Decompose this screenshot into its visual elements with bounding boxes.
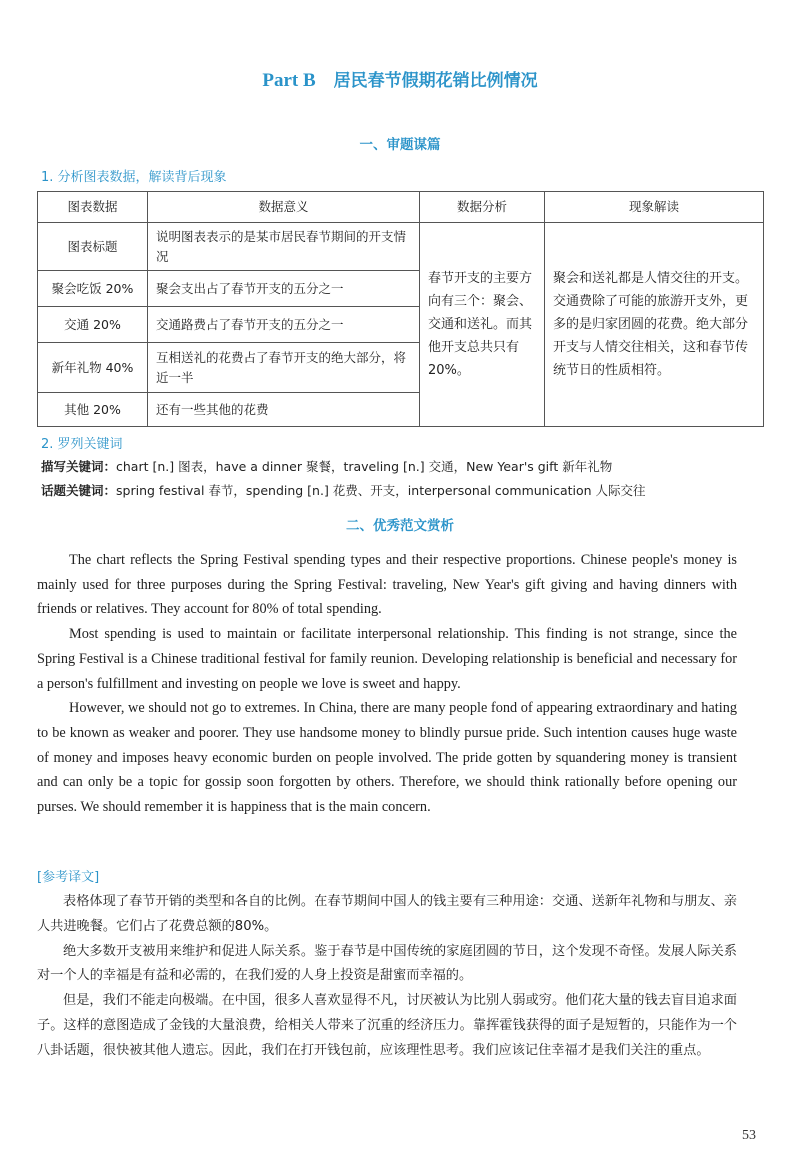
- table-cell-meaning: 交通路费占了春节开支的五分之一: [148, 307, 420, 343]
- section-heading-2: 二、优秀范文赏析: [346, 518, 454, 534]
- model-essay: [37, 548, 737, 820]
- title-text: 居民春节假期花销比例情况: [333, 71, 538, 91]
- essay-paragraph: Most spending is used to maintain or facilitate interpersonal relationship. This finding is not strange, since the Spring Festival is a Chinese traditional festival for family reunion. Developing relationship is beneficial and necessary for a person's fulfillment and investing on people we love is sweet and happy.: [37, 626, 737, 692]
- table-row: [38, 223, 764, 271]
- page-title: [0, 66, 800, 92]
- table-cell-data: 其他 20%: [38, 393, 148, 427]
- reference-translation: [37, 890, 737, 1064]
- table-cell-meaning: 说明图表表示的是某市居民春节期间的开支情况: [148, 223, 420, 271]
- essay-paragraph: However, we should not go to extremes. In China, there are many people fond of appearing extraordinary and hating to be known as weaker and poorer. They use handsome money to blindly pursue pride. Such intention causes huge waste of money and imposes heavy economic burden on people involved. The pride gotten by squandering money is transient and can only be a topic for gossip soon forgotten by others. Therefore, we should think rationally before opening our purses. We should remember it is happiness that is the main concern.: [37, 700, 737, 816]
- reference-translation-label: [参考译文]: [37, 870, 100, 885]
- analysis-table: [37, 191, 764, 427]
- keywords-describe-text: chart [n.] 图表，have a dinner 聚餐，traveling [n.] 交通，New Year's gift 新年礼物: [116, 459, 613, 474]
- table-header-cell: 图表数据: [38, 192, 148, 223]
- table-cell-meaning: 聚会支出占了春节开支的五分之一: [148, 271, 420, 307]
- table-header-cell: 现象解读: [545, 192, 764, 223]
- sub-heading-analysis: 1. 分析图表数据，解读背后现象: [41, 170, 227, 185]
- table-cell-meaning: 互相送礼的花费占了春节开支的绝大部分，将近一半: [148, 343, 420, 393]
- translation-paragraph: 但是，我们不能走向极端。在中国，很多人喜欢显得不凡，讨厌被认为比别人弱或穷。他们花大量的钱去盲目追求面子。这样的意图造成了金钱的大量浪费，给相关人带来了沉重的经济压力。靠挥霍钱获得的面子是短暂的，只能作为一个八卦话题，很快被其他人遗忘。因此，我们在打开钱包前，应该理性思考。我们应该记住幸福才是我们关注的重点。: [37, 993, 737, 1058]
- table-cell-data: 图表标题: [38, 223, 148, 271]
- sub-heading-keywords: 2. 罗列关键词: [41, 437, 123, 452]
- table-cell-data: 新年礼物 40%: [38, 343, 148, 393]
- table-cell-meaning: 还有一些其他的花费: [148, 393, 420, 427]
- translation-paragraph: 绝大多数开支被用来维护和促进人际关系。鉴于春节是中国传统的家庭团圆的节日，这个发现不奇怪。发展人际关系对一个人的幸福是有益和必需的，在我们爱的人身上投资是甜蜜而幸福的。: [37, 943, 737, 984]
- keywords-topic: [41, 481, 646, 499]
- page-number: 53: [742, 1128, 756, 1143]
- essay-paragraph: The chart reflects the Spring Festival spending types and their respective proportions. Chinese people's money is mainly used for three purposes during the Spring Festival: traveling, New Year's gift giving and having dinners with friends or relatives. They account for 80% of total spending.: [37, 552, 737, 618]
- table-header-cell: 数据分析: [420, 192, 545, 223]
- keywords-describe: [41, 457, 612, 475]
- table-header-cell: 数据意义: [148, 192, 420, 223]
- keywords-describe-label: 描写关键词：: [41, 459, 117, 474]
- table-cell-interpretation: 聚会和送礼都是人情交往的开支。交通费除了可能的旅游开支外，更多的是归家团圆的花费。绝大部分开支与人情交往相关，这和春节传统节日的性质相符。: [545, 223, 764, 427]
- section-heading-1: 一、审题谋篇: [359, 137, 441, 153]
- keywords-topic-text: spring festival 春节，spending [n.] 花费、开支，interpersonal communication 人际交往: [116, 483, 646, 498]
- table-cell-analysis: 春节开支的主要方向有三个：聚会、交通和送礼。而其他开支总共只有20%。: [420, 223, 545, 427]
- translation-paragraph: 表格体现了春节开销的类型和各自的比例。在春节期间中国人的钱主要有三种用途：交通、送新年礼物和与朋友、亲人共进晚餐。它们占了花费总额的80%。: [37, 894, 737, 934]
- table-cell-data: 交通 20%: [38, 307, 148, 343]
- part-label: Part B: [262, 70, 316, 91]
- keywords-topic-label: 话题关键词：: [41, 483, 117, 498]
- table-header-row: [38, 192, 764, 223]
- table-cell-data: 聚会吃饭 20%: [38, 271, 148, 307]
